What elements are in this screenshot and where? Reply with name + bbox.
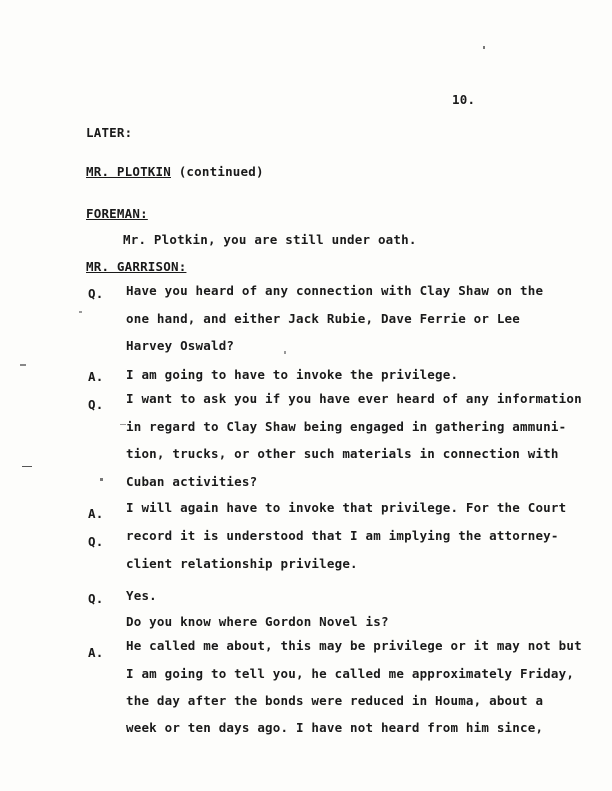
entry-label: A. xyxy=(88,369,104,384)
entry-line: Harvey Oswald? xyxy=(126,338,235,353)
entry-line: client relationship privilege. xyxy=(126,556,358,571)
foreman-statement: Mr. Plotkin, you are still under oath. xyxy=(123,232,417,247)
speaker-plotkin-suffix: (continued) xyxy=(170,164,264,179)
speaker-plotkin xyxy=(86,164,264,179)
speaker-garrison: MR. GARRISON: xyxy=(86,259,187,274)
entry-line: in regard to Clay Shaw being engaged in gathering ammuni- xyxy=(126,419,567,434)
entry-label: Q. xyxy=(88,534,104,549)
entry-line: I am going to have to invoke the privilege. xyxy=(126,367,459,382)
entry-line: the day after the bonds were reduced in Houma, about a xyxy=(126,693,544,708)
entry-label: Q. xyxy=(88,397,104,412)
scan-speck xyxy=(20,364,26,366)
entry-line: Cuban activities? xyxy=(126,474,258,489)
scan-speck xyxy=(284,351,286,354)
entry-label: A. xyxy=(88,645,104,660)
entry-line: tion, trucks, or other such materials in connection with xyxy=(126,446,559,461)
entry-line: one hand, and either Jack Rubie, Dave Ferrie or Lee xyxy=(126,311,521,326)
scan-speck xyxy=(79,311,82,313)
entry-line: record it is understood that I am implying the attorney- xyxy=(126,528,559,543)
entry-line: I want to ask you if you have ever heard of any information xyxy=(126,391,582,406)
entry-line: He called me about, this may be privilege or it may not but xyxy=(126,638,582,653)
entry-line: I am going to tell you, he called me approximately Friday, xyxy=(126,666,575,681)
speaker-plotkin-name: MR. PLOTKIN xyxy=(86,164,171,179)
entry-line: I will again have to invoke that privilege. For the Court xyxy=(126,500,567,515)
page-number: 10. xyxy=(452,92,476,107)
entry-label: Q. xyxy=(88,286,104,301)
entry-label: Q. xyxy=(88,591,104,606)
entry-line: Have you heard of any connection with Clay Shaw on the xyxy=(126,283,544,298)
heading-later: LATER: xyxy=(86,125,133,140)
entry-label: A. xyxy=(88,506,104,521)
scan-speck xyxy=(100,478,103,481)
entry-line: Do you know where Gordon Novel is? xyxy=(126,614,389,629)
scan-speck xyxy=(120,424,126,425)
entry-line: Yes. xyxy=(126,588,157,603)
scan-speck xyxy=(483,46,485,49)
entry-line: week or ten days ago. I have not heard from him since, xyxy=(126,720,544,735)
speaker-foreman: FOREMAN: xyxy=(86,206,148,221)
scan-speck xyxy=(22,466,32,467)
